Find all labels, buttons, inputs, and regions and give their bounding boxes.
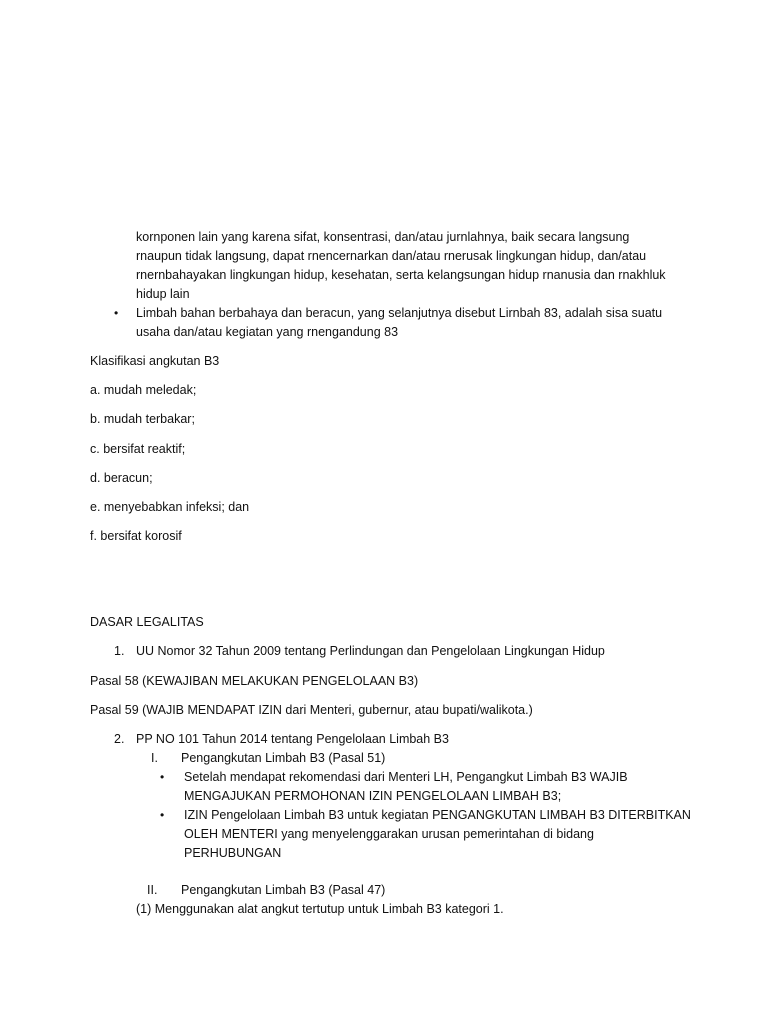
bullet-icon: • [114, 306, 119, 320]
item-text: PP NO 101 Tahun 2014 tentang Pengelolaan Limbah B3 [136, 732, 449, 746]
item-number: 1. [114, 644, 125, 658]
klasifikasi-item: a. mudah meledak; [90, 383, 197, 397]
bullet-line: Limbah bahan berbahaya dan beracun, yang selanjutnya disebut Lirnbah 83, adalah sisa suatu [136, 306, 663, 320]
bullet-line: OLEH MENTERI yang menyelenggarakan urusan pemerintahan di bidang [184, 827, 594, 841]
bullet-line: MENGAJUKAN PERMOHONAN IZIN PENGELOLAAN LIMBAH B3; [184, 789, 562, 803]
klasifikasi-item: c. bersifat reaktif; [90, 442, 186, 456]
pasal-58: Pasal 58 (KEWAJIBAN MELAKUKAN PENGELOLAAN B3) [90, 674, 419, 688]
klasifikasi-heading: Klasifikasi angkutan B3 [90, 354, 220, 368]
klasifikasi-item: f. bersifat korosif [90, 529, 182, 543]
pasal-59: Pasal 59 (WAJIB MENDAPAT IZIN dari Menteri, gubernur, atau bupati/walikota.) [90, 703, 533, 717]
roman-text: Pengangkutan Limbah B3 (Pasal 51) [181, 751, 386, 765]
paragraph-line: rnernbahayakan lingkungan hidup, kesehatan, serta kelangsungan hidup rnanusia dan rnakhluk [136, 268, 666, 282]
paragraph-line: kornponen lain yang karena sifat, konsentrasi, dan/atau jurnlahnya, baik secara langsung [136, 230, 630, 244]
roman-number: II. [147, 883, 158, 897]
bullet-line: Setelah mendapat rekomendasi dari Menteri LH, Pengangkut Limbah B3 WAJIB [184, 770, 628, 784]
klasifikasi-item: e. menyebabkan infeksi; dan [90, 500, 250, 514]
pasal-47-item-1: (1) Menggunakan alat angkut tertutup untuk Limbah B3 kategori 1. [136, 902, 504, 916]
item-number: 2. [114, 732, 125, 746]
roman-number: I. [151, 751, 158, 765]
paragraph-line: hidup lain [136, 287, 190, 301]
klasifikasi-item: d. beracun; [90, 471, 153, 485]
bullet-icon: • [160, 808, 165, 822]
bullet-line: PERHUBUNGAN [184, 846, 282, 860]
klasifikasi-item: b. mudah terbakar; [90, 412, 195, 426]
bullet-line: usaha dan/atau kegiatan yang rnengandung 83 [136, 325, 399, 339]
dasar-heading: DASAR LEGALITAS [90, 615, 204, 629]
bullet-line: IZIN Pengelolaan Limbah B3 untuk kegiatan PENGANGKUTAN LIMBAH B3 DITERBITKAN [184, 808, 691, 822]
item-text: UU Nomor 32 Tahun 2009 tentang Perlindungan dan Pengelolaan Lingkungan Hidup [136, 644, 605, 658]
paragraph-line: rnaupun tidak langsung, dapat rnencernarkan dan/atau rnerusak lingkungan hidup, dan/atau [136, 249, 647, 263]
roman-text: Pengangkutan Limbah B3 (Pasal 47) [181, 883, 386, 897]
bullet-icon: • [160, 770, 165, 784]
